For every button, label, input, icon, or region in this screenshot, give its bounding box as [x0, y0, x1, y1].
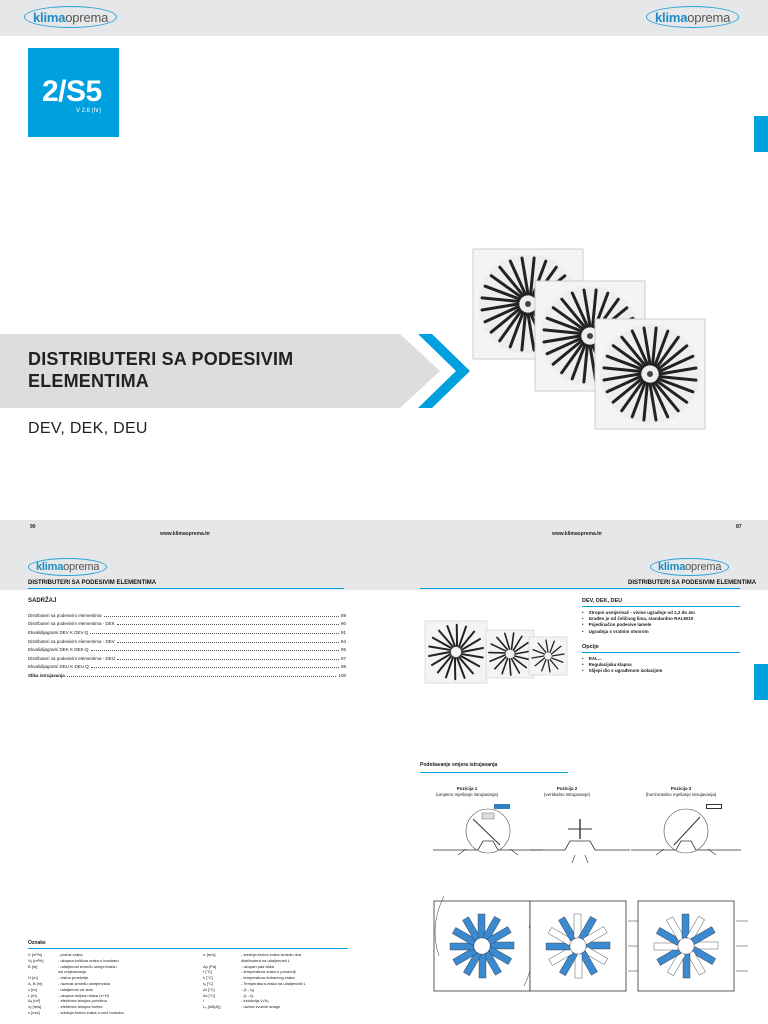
brand-logo-right-small [650, 558, 729, 576]
legend-desc: - efektivna istrujna brzina [58, 1004, 103, 1010]
toc-label: Distributeri sa podesivim elementima - DEV [28, 638, 115, 644]
legend-symbol: Aₑ [m²] [28, 998, 41, 1004]
product-info-divider [582, 606, 740, 607]
position-subtitle: (horizontalno mješanje istrujavanja) [645, 792, 717, 797]
product-info [582, 598, 740, 674]
legend-symbol: Lₚ [dB(A)] [203, 1004, 221, 1010]
legend-desc: - efektivna istrujna površina [58, 998, 107, 1004]
logo-text-klima: klima [658, 561, 686, 573]
toc-row[interactable] [28, 620, 346, 629]
legend-desc: - protok zraka [58, 952, 83, 957]
toc-page: 98 [340, 664, 346, 670]
feature-item: • Izrađen je od čeličnog lima, standardno RAL9010 [582, 616, 740, 622]
toc-label: Distributeri sa podesivim elementima [28, 612, 102, 618]
toc-row[interactable] [28, 637, 346, 646]
position-subtitle: (vertikalno istrujavanje) [543, 792, 591, 797]
position-3-side-view [626, 805, 746, 865]
option-item: • Regulacijska klapna [582, 662, 740, 668]
position-title: Pozicija 1 [456, 786, 478, 791]
left-page-number: 90 [30, 524, 36, 530]
legend-desc: - temperatura dobavnog zraka [241, 975, 295, 981]
legend-desc: - Temperatura zraka na udaljenosti L [241, 980, 306, 986]
legend-desc: - indukcija Vₗ/Vₑ [241, 998, 269, 1004]
legend-title: Oznake [28, 940, 46, 946]
logo-text-klima: klima [36, 561, 64, 573]
logo-text-oprema: oprema [63, 561, 100, 573]
legend-symbol: Δt [°C] [203, 986, 215, 992]
brand-logo-left-small [28, 558, 107, 576]
page-title [28, 348, 293, 392]
position-3-label [626, 786, 736, 798]
legend-symbol: tᵣ [°C] [203, 975, 213, 981]
legend-desc: - visina prostorije [58, 975, 89, 981]
toc-row[interactable] [28, 671, 346, 680]
legend-symbol: Δtₗ [°C] [203, 992, 216, 998]
feature-item: • Ugradnja s vratnim otvorom [582, 629, 740, 635]
option-item: • RAL... [582, 656, 740, 662]
position-1-label [412, 786, 522, 798]
logo-text-oprema: oprema [685, 561, 722, 573]
toc-page: 94 [340, 638, 346, 644]
toc-label: Distributeri sa podesivim elementima - DEU [28, 655, 116, 661]
legend-symbol: t [°C] [203, 969, 212, 975]
position-2-label [512, 786, 622, 798]
logo-text-oprema: oprema [65, 9, 109, 25]
cover-header-bar [0, 0, 768, 36]
page-title-line1: DISTRIBUTERI SA PODESIVIM [28, 349, 294, 369]
section-title-left: DISTRIBUTERI SA PODESIVIM ELEMENTIMA [28, 580, 157, 586]
spread-top-bar [0, 520, 768, 548]
toc-label: Distributeri sa podesivim elementima - DEK [28, 621, 115, 627]
positions-divider [420, 772, 568, 773]
brand-logo-right [646, 6, 739, 28]
legend-desc: - (tₗ - tᵣ) [241, 992, 254, 998]
toc-row[interactable] [28, 611, 346, 620]
toc-title: SADRŽAJ [28, 598, 57, 604]
legend-symbol: V [m³/h] [28, 952, 43, 957]
toc-label: Ekvalidijagrami DEK K DEK-Q [28, 647, 89, 653]
legend-desc-col2 [241, 952, 346, 1016]
legend-divider [28, 948, 348, 949]
position-2-side-view [520, 805, 640, 865]
toc-row[interactable] [28, 654, 346, 663]
legend-desc: - (tᵣ - tₐ) [241, 986, 255, 992]
position-3-top-view [632, 886, 752, 996]
position-subtitle: (umjetno mješanje istrujavanja) [435, 792, 499, 797]
toc-page: 100 [338, 672, 346, 678]
position-title: Pozicija 3 [670, 786, 692, 791]
legend-desc: - razina zvučne snage [241, 1004, 281, 1010]
feature-item: • Pojedinačno podesive lamele [582, 622, 740, 628]
brand-logo-left [24, 6, 117, 28]
chapter-number: 2/S5 [42, 75, 102, 108]
toc-label: Ekvalidijagrami DEU K DEU Q [28, 664, 89, 670]
legend-desc: distributera na udaljenosti L [241, 957, 290, 963]
legend-symbols-col2 [203, 952, 241, 1016]
legend-symbol: tₐ [°C] [203, 980, 214, 986]
legend-symbol: B [m] [28, 963, 38, 969]
toc-page: 90 [340, 621, 346, 627]
option-item: • Slijepi dio s ugrađenom izolacijom [582, 668, 740, 674]
right-url: www.klimaoprema.hr [552, 531, 603, 537]
legend-desc: - udaljenost od zida [58, 986, 93, 992]
left-url: www.klimaoprema.hr [160, 531, 211, 537]
diffuser-product-image [470, 248, 730, 440]
position-title: Pozicija 2 [556, 786, 578, 791]
legend-symbol: Vₑ [m³/h] [28, 957, 44, 963]
toc-page: 91 [340, 629, 346, 635]
toc-page: 97 [340, 655, 346, 661]
legend-symbol: x [m] [28, 986, 37, 992]
legend-desc: - ukupna količina zraka u kvadratu [58, 957, 119, 963]
legend-desc: - razmak između usmjerivača [58, 980, 111, 986]
options-list [582, 656, 740, 675]
legend-symbol: A, B [m] [28, 980, 43, 986]
product-info-title: DEV, DEK, DEU [582, 598, 623, 604]
toc-page: 89 [340, 612, 346, 618]
right-page-number: 87 [736, 524, 742, 530]
legend-desc: - ukupna duljina mlaza (x+H) [58, 992, 110, 998]
side-tab-marker [754, 664, 768, 700]
legend-desc: - srednja brzina zraka u zoni boravka [58, 1009, 124, 1015]
toc-row[interactable] [28, 663, 346, 672]
page-title-line2: ELEMENTIMA [28, 371, 149, 391]
side-tab-marker [754, 116, 768, 152]
legend-desc: - temperatura zraka u prostoriji [241, 969, 296, 975]
feature-list [582, 610, 740, 635]
legend-symbol: i [203, 998, 204, 1004]
logo-text-klima: klima [33, 9, 66, 25]
toc-label: Ekvalidijagrami DEV K DEV-Q [28, 629, 89, 635]
symbols-legend [28, 940, 348, 1016]
legend-desc: - ukupan pad tlaka [241, 963, 274, 969]
table-of-contents [28, 598, 346, 680]
legend-desc: osi umjeravanja [58, 969, 87, 975]
legend-desc-col1 [58, 952, 203, 1016]
legend-symbol: vₑ [m/s] [28, 1004, 42, 1010]
logo-text-oprema: oprema [687, 9, 731, 25]
feature-item: • Stropni usmjerivač - visine ugradnje od 2,2 do 4m [582, 610, 740, 616]
product-models: DEV, DEK, DEU [28, 420, 148, 437]
toc-row[interactable] [28, 628, 346, 637]
position-2-top-view [524, 886, 644, 996]
toc-label: Slika istrujavanja [28, 672, 65, 678]
legend-symbol: v [m/s] [28, 1009, 40, 1015]
legend-symbol: vₗ [m/s] [203, 952, 216, 957]
section-title-right: DISTRIBUTERI SA PODESIVIM ELEMENTIMA [628, 580, 757, 586]
legend-desc: - udaljenost između usmjerivača i [58, 963, 118, 969]
legend-symbol: L [m] [28, 992, 37, 998]
legend-symbols-col1 [28, 952, 58, 1016]
chevron-right-icon [418, 334, 474, 408]
positions-title: Podešavanje smjera istrujavanja [420, 762, 498, 768]
toc-page: 95 [340, 647, 346, 653]
chapter-badge [28, 48, 119, 137]
diffuser-variants-image [424, 616, 568, 690]
section-divider-right [420, 588, 740, 589]
version-label: V 2.6 (hr) [75, 108, 101, 114]
options-title: Opcije [582, 643, 599, 650]
legend-desc: - srednja brzina zraka između dva [241, 952, 302, 957]
options-divider [582, 652, 740, 653]
legend-symbol: Δp [Pa] [203, 963, 217, 969]
legend-symbol: H [m] [28, 975, 38, 981]
section-divider-left [28, 588, 344, 589]
toc-row[interactable] [28, 645, 346, 654]
logo-text-klima: klima [655, 9, 688, 25]
